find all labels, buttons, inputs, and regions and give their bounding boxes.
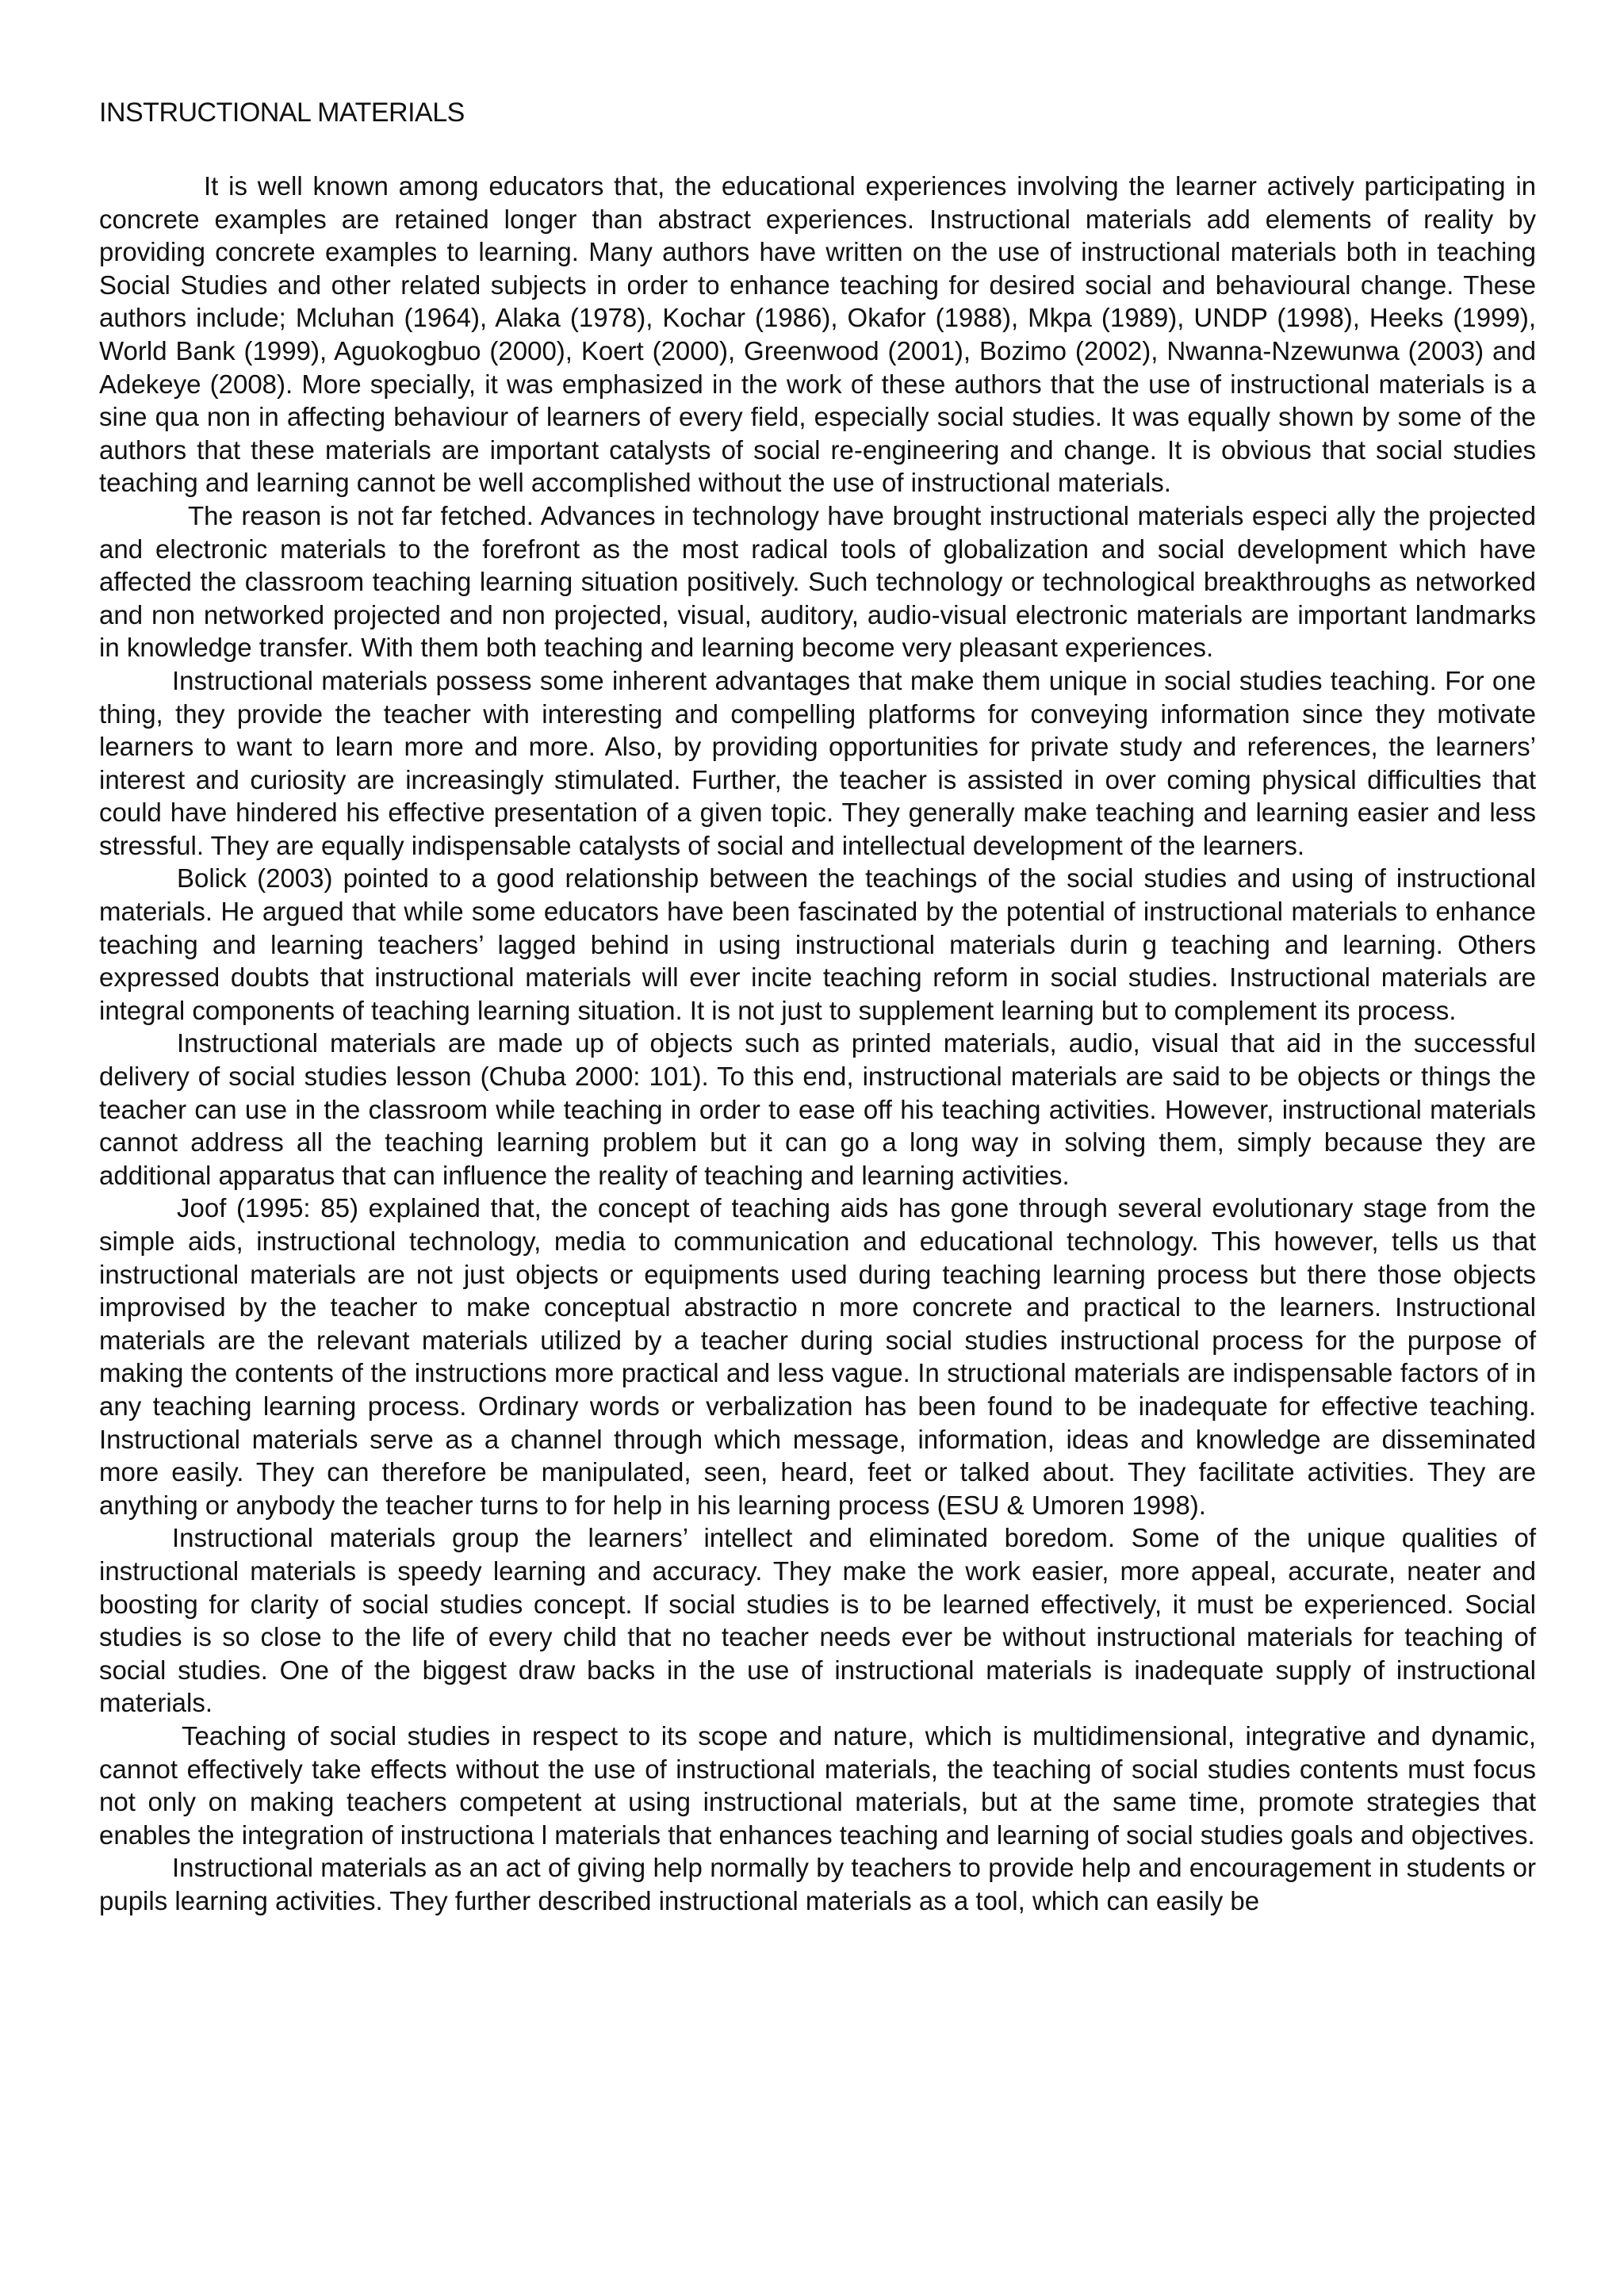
paragraph-2: The reason is not far fetched. Advances in technology have brought instructional materials especi ally the projected and electronic materials to the forefront as the most radical tools of globalization and social development which have affected the classroom teaching learning situation positively. Such technology or technological breakthroughs as networked and non networked projected and non projected, visual, auditory, audio-visual electronic materials are important landmarks in knowledge transfer. With them both teaching and learning become very pleasant experiences. (99, 500, 1536, 663)
paragraph-6: Joof (1995: 85) explained that, the concept of teaching aids has gone through several evolutionary stage from the simple aids, instructional technology, media to communication and educational technology. This however, tells us that instructional materials are not just objects or equipments used during teaching learning process but there those objects improvised by the teacher to make conceptual abstractio n more concrete and practical to the learners. Instructional materials are the relevant materials utilized by a teacher during social studies instructional process for the purpose of making the contents of the instructions more practical and less vague. In structional materials are indispensable factors of in any teaching learning process. Ordinary words or verbalization has been found to be inadequate for effective teaching. Instructional materials serve as a channel through which message, information, ideas and knowledge are disseminated more easily. They can therefore be manipulated, seen, heard, feet or talked about. They facilitate activities. They are anything or anybody the teacher turns to for help in his learning process (ESU & Umoren 1998). (99, 1193, 1536, 1520)
paragraph-5: Instructional materials are made up of objects such as printed materials, audio, visual that aid in the successful delivery of social studies lesson (Chuba 2000: 101). To this end, instructional materials are said to be objects or things the teacher can use in the classroom while teaching in order to ease off his teaching activities. However, instructional materials cannot address all the teaching learning problem but it can go a long way in solving them, simply because they are additional apparatus that can influence the reality of teaching and learning activities. (99, 1028, 1536, 1190)
paragraph-4: Bolick (2003) pointed to a good relationship between the teachings of the social studies and using of instructional materials. He argued that while some educators have been fascinated by the potential of instructional materials to enhance teaching and learning teachers’ lagged behind in using instructional materials durin g teaching and learning. Others expressed doubts that instructional materials will ever incite teaching reform in social studies. Instructional materials are integral components of teaching learning situation. It is not just to supplement learning but to complement its process. (99, 863, 1536, 1025)
paragraph-9: Instructional materials as an act of giving help normally by teachers to provide help and encouragement in students or pupils learning activities. They further described instructional materials as a tool, which can easily be (99, 1853, 1536, 1915)
paragraph-1: It is well known among educators that, the educational experiences involving the learner actively participating in concrete examples are retained longer than abstract experiences. Instructional materials add elements of reality by providing concrete examples to learning. Many authors have written on the use of instructional materials both in teaching Social Studies and other related subjects in order to enhance teaching for desired social and behavioural change. These authors include; Mcluhan (1964), Alaka (1978), Kochar (1986), Okafor (1988), Mkpa (1989), UNDP (1998), Heeks (1999), World Bank (1999), Aguokogbuo (2000), Koert (2000), Greenwood (2001), Bozimo (2002), Nwanna-Nzewunwa (2003) and Adekeye (2008). More specially, it was emphasized in the work of these authors that the use of instructional materials is a sine qua non in affecting behaviour of learners of every field, especially social studies. It was equally shown by some of the authors that these materials are important catalysts of social re-engineering and change. It is obvious that social studies teaching and learning cannot be well accomplished without the use of instructional materials. (99, 171, 1536, 498)
paragraph-8: Teaching of social studies in respect to its scope and nature, which is multidimensional, integrative and dynamic, cannot effectively take effects without the use of instructional materials, the teaching of social studies contents must focus not only on making teachers competent at using instructional materials, but at the same time, promote strategies that enables the integration of instructiona l materials that enhances teaching and learning of social studies goals and objectives. (99, 1720, 1536, 1850)
paragraph-3: Instructional materials possess some inherent advantages that make them unique in social studies teaching. For one thing, they provide the teacher with interesting and compelling platforms for conveying information since they motivate learners to want to learn more and more. Also, by providing opportunities for private study and references, the learners’ interest and curiosity are increasingly stimulated. Further, the teacher is assisted in over coming physical difficulties that could have hindered his effective presentation of a given topic. They generally make teaching and learning easier and less stressful. They are equally indispensable catalysts of social and intellectual development of the learners. (99, 665, 1536, 860)
paragraph-7: Instructional materials group the learners’ intellect and eliminated boredom. Some of the unique qualities of instructional materials is speedy learning and accuracy. They make the work easier, more appeal, accurate, neater and boosting for clarity of social studies concept. If social studies is to be learned effectively, it must be experienced. Social studies is so close to the life of every child that no teacher needs ever be without instructional materials for teaching of social studies. One of the biggest draw backs in the use of instructional materials is inadequate supply of instructional materials. (99, 1523, 1536, 1718)
document-page (99, 95, 1536, 1917)
document-title: INSTRUCTIONAL MATERIALS (99, 98, 465, 128)
